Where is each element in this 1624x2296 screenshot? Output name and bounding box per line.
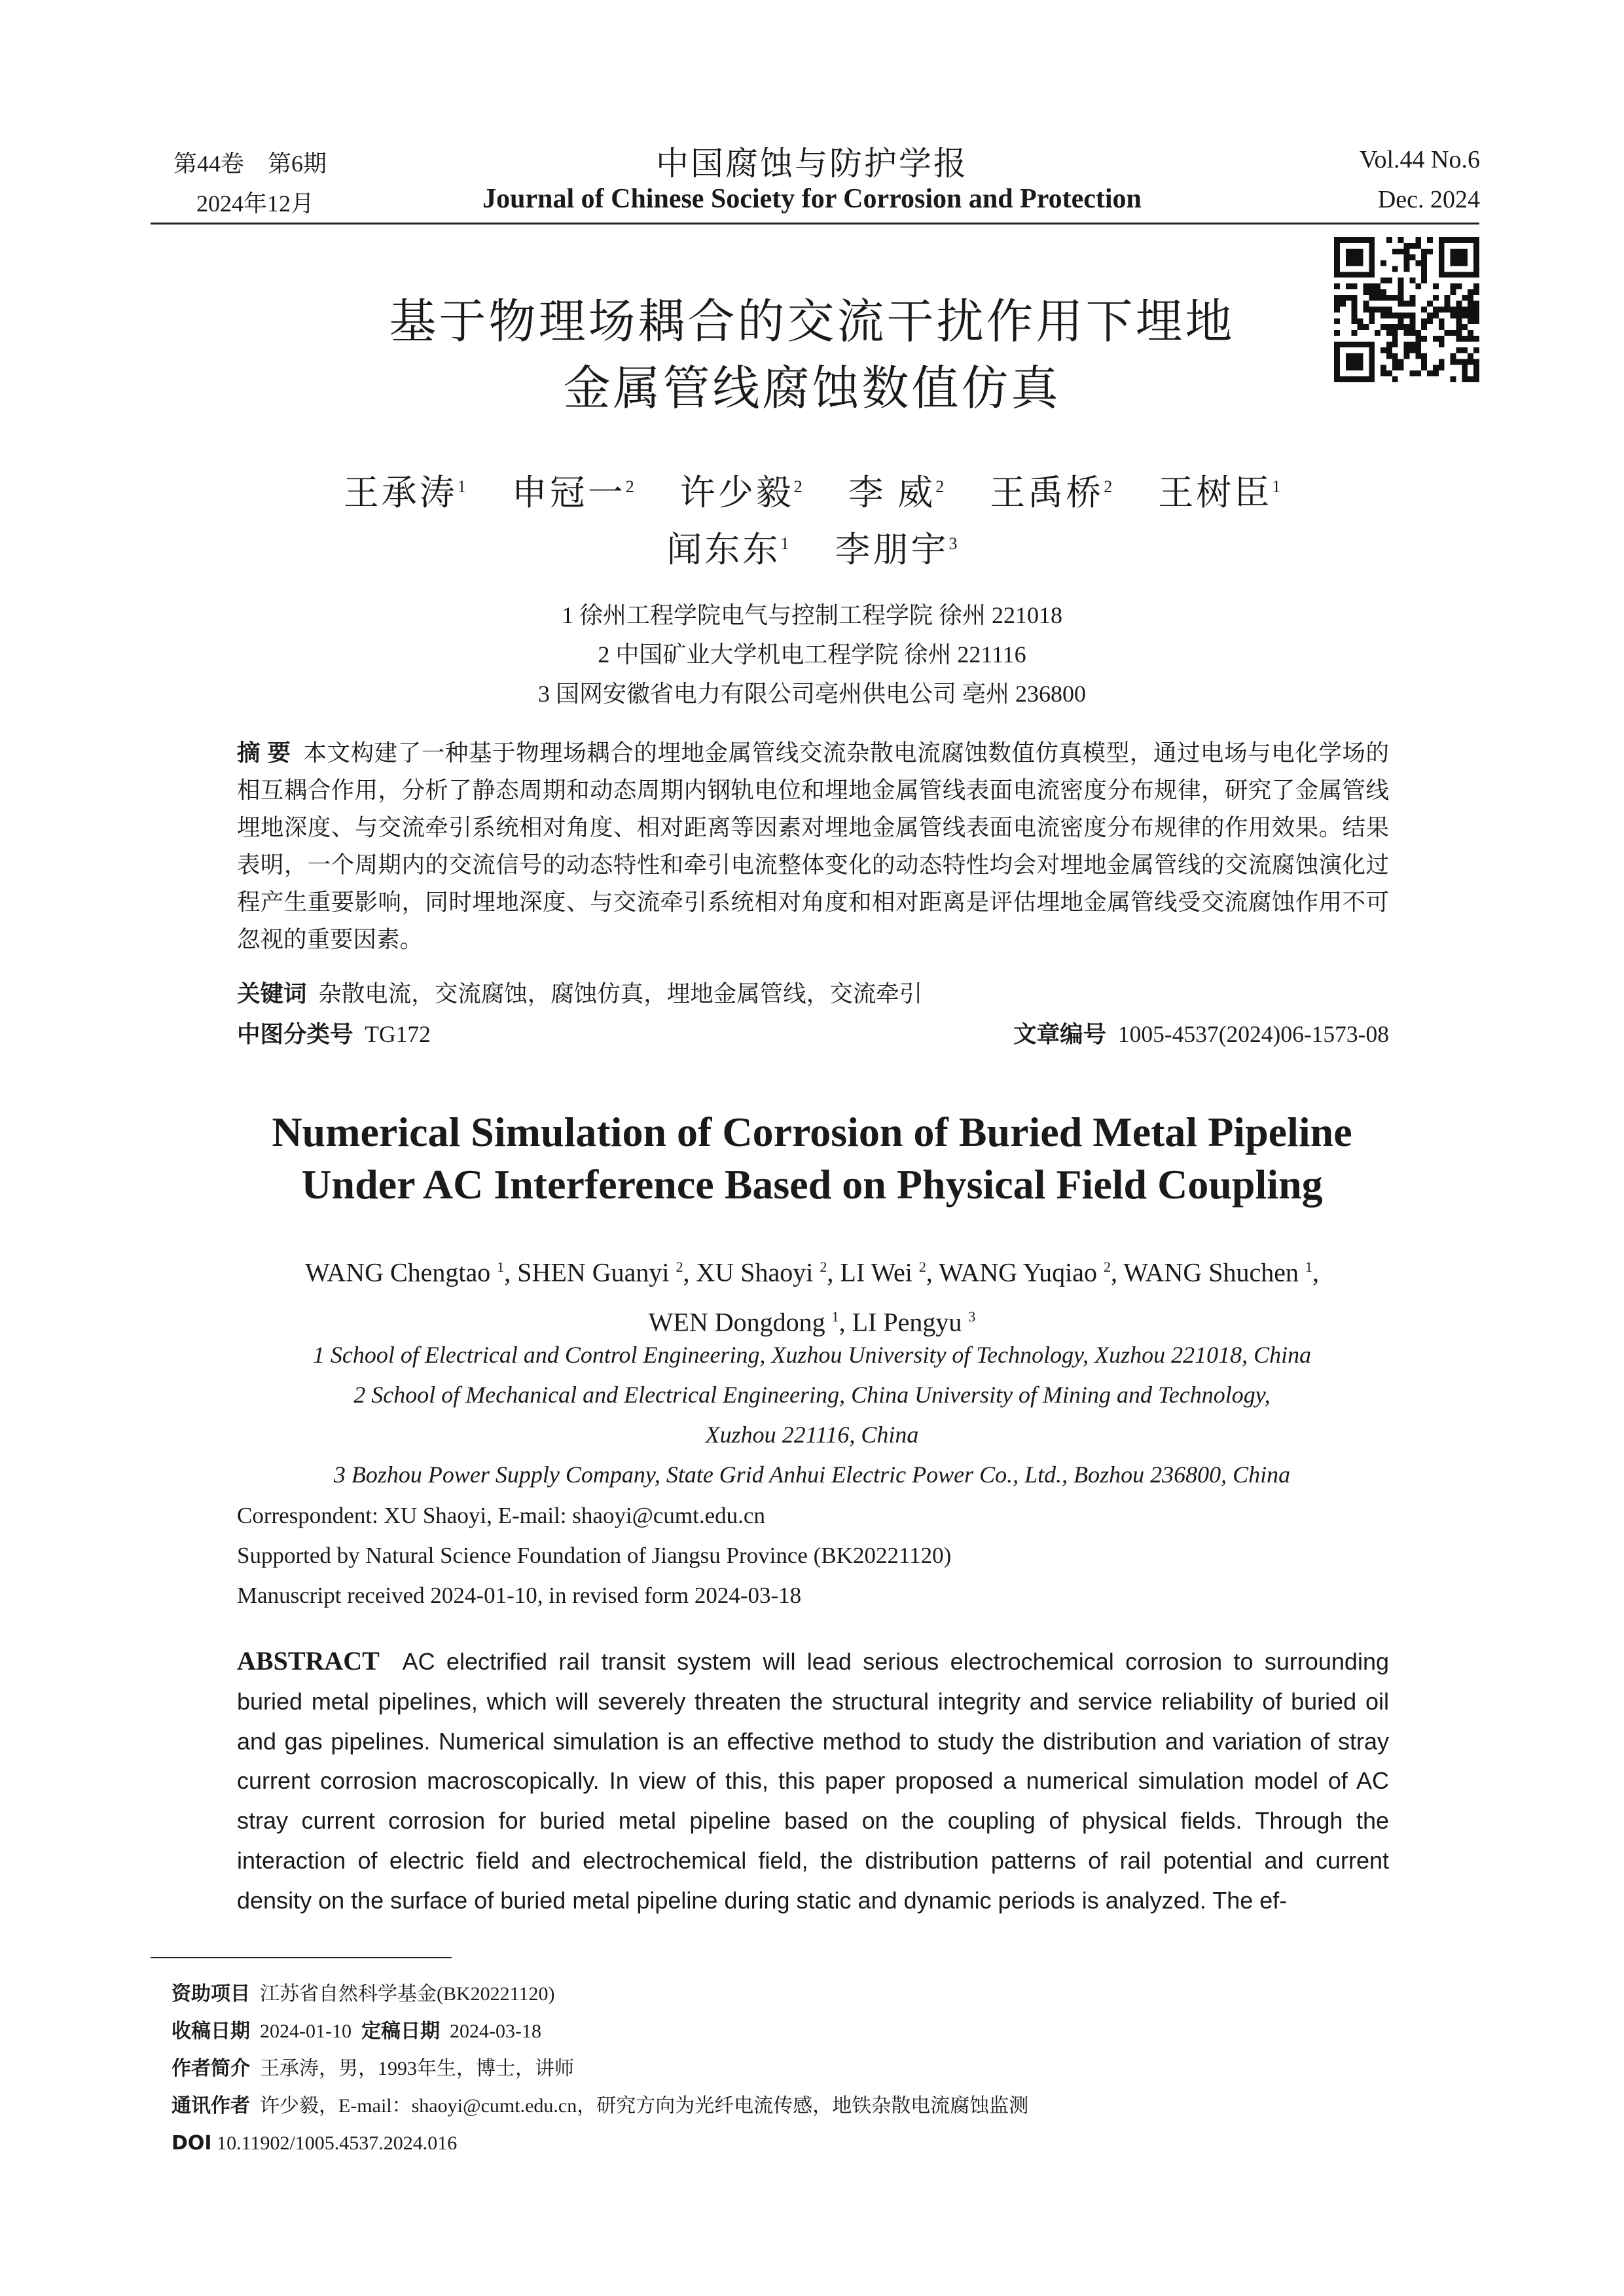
date-en: Dec. 2024 bbox=[1377, 186, 1480, 213]
author-en-aff: 1 bbox=[497, 1259, 505, 1275]
footnote-author bbox=[171, 2050, 1028, 2087]
funding: Supported by Natural Science Foundation of Jiangsu Province (BK20221120) bbox=[237, 1543, 952, 1568]
affiliation-cn: 1 徐州工程学院电气与控制工程学院 徐州 221018 bbox=[561, 602, 1062, 628]
abstract-cn-label: 摘 要 bbox=[237, 740, 291, 766]
footnote-corresponding bbox=[171, 2087, 1028, 2125]
author-en: LI Pengyu bbox=[852, 1307, 962, 1337]
author-cn-aff: 2 bbox=[793, 477, 803, 496]
author-en: SHEN Guanyi bbox=[517, 1257, 670, 1287]
author-cn-aff: 1 bbox=[780, 534, 789, 553]
title-en-line2: Under AC Interference Based on Physical Field Coupling bbox=[301, 1161, 1323, 1208]
author-cn-aff: 2 bbox=[625, 477, 634, 496]
footnote-text: 王承涛，男，1993年生，博士，讲师 bbox=[260, 2058, 574, 2079]
title-cn bbox=[0, 288, 1624, 422]
journal-name-cn: 中国腐蚀与防护学报 bbox=[656, 145, 968, 182]
volume-issue-cn: 第44卷 第6期 bbox=[173, 151, 327, 177]
author-cn-aff: 2 bbox=[935, 477, 945, 496]
footnote-label: 资助项目 bbox=[171, 1982, 250, 2005]
clc-value: TG172 bbox=[365, 1021, 431, 1047]
footnotes bbox=[171, 1975, 1028, 2162]
footnote-dates bbox=[171, 2013, 1028, 2050]
correspondence bbox=[237, 1496, 951, 1615]
author-en: WANG Yuqiao bbox=[939, 1257, 1097, 1287]
clc-label: 中图分类号 bbox=[237, 1021, 353, 1047]
affiliation-en: 1 School of Electrical and Control Engineering, Xuzhou University of Technology, Xuzhou 221018, China bbox=[312, 1342, 1312, 1368]
author-cn: 李朋宇 bbox=[835, 530, 949, 569]
author-cn: 王承涛 bbox=[343, 473, 458, 512]
affiliation-en: Xuzhou 221116, China bbox=[705, 1422, 919, 1448]
author-cn-aff: 2 bbox=[1104, 477, 1113, 496]
author-en-aff: 3 bbox=[968, 1308, 976, 1325]
footnote-rule bbox=[151, 1957, 452, 1958]
author-cn: 王禹桥 bbox=[990, 473, 1104, 512]
volume-issue-en: Vol.44 No.6 bbox=[1359, 146, 1480, 173]
title-cn-line2: 金属管线腐蚀数值仿真 bbox=[563, 361, 1061, 416]
author-en-aff: 1 bbox=[831, 1308, 839, 1325]
abstract-cn-text: 本文构建了一种基于物理场耦合的埋地金属管线交流杂散电流腐蚀数值仿真模型，通过电场与电化学场的相互耦合作用，分析了静态周期和动态周期内钢轨电位和埋地金属管线表面电流密度分布规律，研究了金属管线埋地深度、与交流牵引系统相对角度、相对距离等因素对埋地金属管线表面电流密度分布规律的作用效果。结果表明，一个周期内的交流信号的动态特性和牵引电流整体变化的动态特性均会对埋地金属管线的交流腐蚀演化过程产生重要影响，同时埋地深度、与交流牵引系统相对角度和相对距离是评估埋地金属管线受交流腐蚀作用不可忽视的重要因素。 bbox=[237, 740, 1389, 952]
author-en: XU Shaoyi bbox=[696, 1257, 814, 1287]
footnote-text: 2024-03-18 bbox=[449, 2020, 541, 2042]
correspondent: Correspondent: XU Shaoyi, E-mail: shaoyi@cumt.edu.cn bbox=[237, 1503, 765, 1528]
abstract-en bbox=[237, 1641, 1389, 1921]
footnote-label: 通讯作者 bbox=[171, 2094, 250, 2117]
author-cn: 许少毅 bbox=[679, 473, 794, 512]
author-cn: 李 威 bbox=[848, 473, 936, 512]
doi-value[interactable]: 10.11902/1005.4537.2024.016 bbox=[217, 2132, 458, 2154]
author-cn: 王树臣 bbox=[1158, 473, 1272, 512]
author-en-aff: 2 bbox=[1103, 1259, 1111, 1275]
affiliation-cn: 2 中国矿业大学机电工程学院 徐州 221116 bbox=[598, 641, 1026, 668]
keywords-cn bbox=[237, 975, 922, 1009]
author-en-aff: 2 bbox=[676, 1259, 683, 1275]
keywords-cn-text: 杂散电流，交流腐蚀，腐蚀仿真，埋地金属管线，交流牵引 bbox=[318, 980, 923, 1007]
author-cn: 申冠一 bbox=[511, 473, 626, 512]
footnote-label: DOI bbox=[171, 2132, 212, 2155]
author-en: WEN Dongdong bbox=[648, 1307, 825, 1337]
author-cn-aff: 3 bbox=[948, 534, 958, 553]
author-en: WANG Shuchen bbox=[1123, 1257, 1299, 1287]
author-en-aff: 1 bbox=[1305, 1259, 1312, 1275]
footnote-funding bbox=[171, 1975, 1028, 2013]
abstract-en-label: ABSTRACT bbox=[237, 1646, 380, 1676]
article-number-label: 文章编号 bbox=[1013, 1021, 1107, 1047]
affiliation-en: 2 School of Mechanical and Electrical Engineering, China University of Mining and Technology, bbox=[353, 1382, 1271, 1408]
article-number bbox=[1013, 1016, 1389, 1049]
affiliation-en: 3 Bozhou Power Supply Company, State Grid Anhui Electric Power Co., Ltd., Bozhou 236800, China bbox=[333, 1462, 1291, 1488]
footnote-text: 许少毅，E-mail：shaoyi@cumt.edu.cn，研究方向为光纤电流传感，地铁杂散电流腐蚀监测 bbox=[260, 2095, 1029, 2117]
footnote-label: 定稿日期 bbox=[361, 2020, 440, 2043]
date-cn: 2024年12月 bbox=[196, 190, 315, 217]
abstract-en-text: AC electrified rail transit system will lead serious electrochemical corrosion to surrounding buried metal pipelines, which will severely threaten the structural integrity and service reliability of buried oil and gas pipelines. Numerical simulation is an effective method to study the distribution and variation of stray current corrosion macroscopically. In view of this, this paper proposed a numerical simulation model of AC stray current corrosion for buried metal pipeline based on the coupling of physical fields. Through the interaction of electric field and electrochemical field, the distribution patterns of rail potential and current density on the surface of buried metal pipeline during static and dynamic periods is analyzed. The ef- bbox=[237, 1648, 1389, 1914]
abstract-cn bbox=[237, 734, 1389, 958]
authors-en: WANG Chengtao $^1$, SHEN Guanyi $^2$, XU Shaoyi $^2$, LI Wei $^2$, WANG Yuqiao $^2$, WANG Shuchen $^1$, WEN Dongdong $^1$, LI Pengyu $^3$ bbox=[305, 1257, 1319, 1337]
manuscript-dates: Manuscript received 2024-01-10, in revised form 2024-03-18 bbox=[237, 1583, 802, 1608]
author-en: LI Wei bbox=[840, 1257, 912, 1287]
clc-number bbox=[237, 1016, 431, 1049]
footnote-label: 作者简介 bbox=[171, 2057, 250, 2080]
author-en: WANG Chengtao bbox=[305, 1257, 491, 1287]
author-en-aff: 2 bbox=[820, 1259, 827, 1275]
authors-cn bbox=[0, 461, 1624, 575]
keywords-cn-label: 关键词 bbox=[237, 980, 307, 1007]
title-cn-line1: 基于物理场耦合的交流干扰作用下埋地 bbox=[389, 294, 1235, 349]
author-cn-aff: 1 bbox=[1272, 477, 1281, 496]
header-rule bbox=[151, 223, 1479, 224]
footnote-doi bbox=[171, 2125, 1028, 2162]
title-en-line1: Numerical Simulation of Corrosion of Buried Metal Pipeline bbox=[272, 1109, 1352, 1155]
author-en-aff: 2 bbox=[918, 1259, 926, 1275]
journal-name-en: Journal of Chinese Society for Corrosion and Protection bbox=[482, 184, 1142, 214]
author-cn-aff: 1 bbox=[457, 477, 466, 496]
title-en bbox=[0, 1106, 1624, 1211]
article-number-value: 1005-4537(2024)06-1573-08 bbox=[1117, 1021, 1389, 1047]
affiliations-cn bbox=[0, 596, 1624, 713]
affiliations-en bbox=[0, 1335, 1624, 1495]
affiliation-cn: 3 国网安徽省电力有限公司亳州供电公司 亳州 236800 bbox=[537, 681, 1086, 707]
footnote-text: 江苏省自然科学基金(BK20221120) bbox=[260, 1983, 555, 2005]
author-cn: 闻东东 bbox=[666, 530, 781, 569]
footnote-label: 收稿日期 bbox=[171, 2020, 250, 2043]
footnote-text: 2024-01-10 bbox=[260, 2020, 352, 2042]
